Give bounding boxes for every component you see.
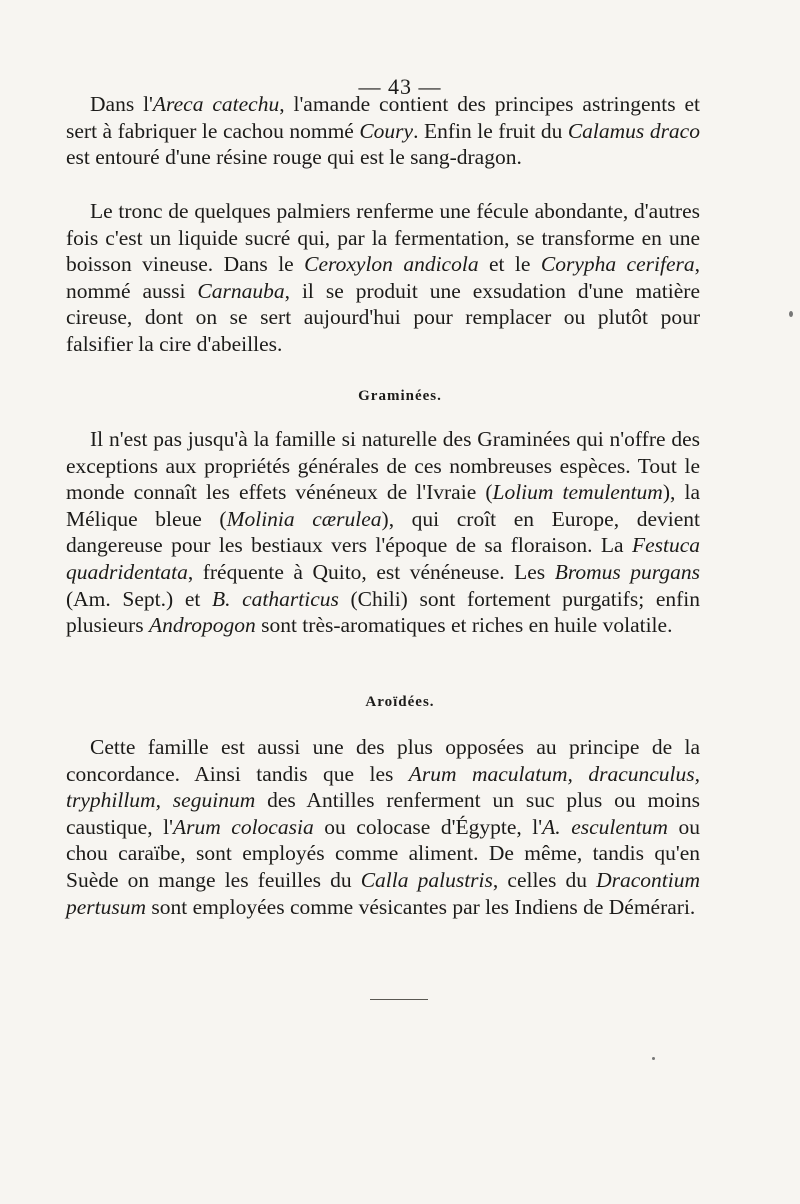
p3-text-3: ), qui croît en Europe, devient dangereuse pour les bestiaux vers l'époque de sa floraison. La: [66, 506, 700, 558]
p4-text-5: , celles du: [492, 867, 597, 892]
p3-italic-5: B. catharticus: [211, 586, 339, 611]
p2-italic-1: Ceroxylon andicola: [304, 252, 479, 277]
p3-italic-6: Andropogon: [149, 613, 256, 638]
p4-italic-1: Arum maculatum, dracunculus, tryphillum, seguinum: [66, 761, 700, 813]
p2-text-1: Le tronc de quelques palmiers renferme une fécule abondante, d'autres fois c'est un liquide sucré qui, par la fermentation, se transforme en une boisson vineuse. Dans le: [66, 199, 700, 277]
paper-speck: [652, 1057, 655, 1060]
p3-text-1: Il n'est pas jusqu'à la famille si naturelle des Graminées qui n'offre des exceptions aux propriétés générales de ces nombreuses espèces. Tout le monde connaît les effets vénéneux de l'Ivraie (: [66, 427, 700, 505]
p3-italic-3: Festuca quadridentata: [66, 533, 700, 584]
p3-italic-1: Lolium temulentum: [492, 480, 663, 505]
p1-text-2: , l'amande contient des principes astringents et sert à fabriquer le cachou nommé: [66, 92, 700, 143]
p4-italic-3: A. esculentum: [542, 814, 668, 839]
p1-italic-1: Areca catechu: [152, 92, 280, 116]
p3-text-4: , fréquente à Quito, est vénéneuse. Les: [187, 559, 555, 584]
p1-text-1: Dans l': [90, 92, 153, 116]
paper-speck: [789, 311, 793, 317]
p4-text-4: ou chou caraïbe, sont employés comme aliment. De même, tandis qu'en Suède on mange les feuilles du: [66, 814, 700, 892]
p4-text-6: sont employées comme vésicantes par les Indiens de Démérari.: [146, 894, 696, 919]
p1-italic-2: Coury: [359, 118, 414, 143]
p2-italic-3: Carnauba: [197, 278, 285, 303]
p2-text-2: et le: [478, 252, 541, 277]
p1-text-3: . Enfin le fruit du: [413, 118, 568, 143]
end-rule: [370, 999, 428, 1000]
p1-text-4: est entouré d'une résine rouge qui est le sang-dragon.: [66, 145, 522, 170]
p3-text-6: (Chili) sont fortement purgatifs; enfin plusieurs: [66, 586, 701, 638]
paragraph-graminees: [66, 426, 700, 639]
p3-italic-2: Molinia cærulea: [226, 506, 382, 531]
p1-italic-3: Calamus draco: [567, 118, 700, 143]
p4-italic-5: Dracontium pertusum: [66, 867, 700, 919]
p2-text-4: , il se produit une exsudation d'une matière cireuse, dont on se sert aujourd'hui pour remplacer ou plutôt pour falsifier la cire d'abeilles.: [66, 278, 700, 356]
page-number: — 43 —: [358, 74, 442, 99]
paragraph-areca: [66, 91, 700, 171]
p3-text-5: (Am. Sept.) et: [66, 586, 212, 611]
section-heading-aroidees: Aroïdées.: [365, 694, 435, 710]
p3-text-7: sont très-aromatiques et riches en huile volatile.: [255, 613, 673, 638]
p3-text-2: ), la Mélique bleue (: [66, 480, 700, 531]
paragraph-palmiers: [66, 198, 700, 358]
section-heading-graminees: Graminées.: [358, 388, 442, 404]
p2-text-3: , nommé aussi: [66, 252, 700, 303]
p3-italic-4: Bromus purgans: [554, 559, 700, 584]
p4-text-2: des Antilles renferment un suc plus ou moins caustique, l': [66, 788, 701, 839]
p4-italic-4: Calla palustris: [360, 867, 493, 892]
paragraph-aroidees: [66, 734, 700, 920]
p2-italic-2: Corypha cerifera: [540, 252, 695, 277]
p4-text-1: Cette famille est aussi une des plus opposées au principe de la concordance. Ainsi tandis que les: [66, 735, 700, 786]
p4-text-3: ou colocase d'Égypte, l': [313, 814, 543, 839]
p4-italic-2: Arum colocasia: [172, 814, 314, 839]
